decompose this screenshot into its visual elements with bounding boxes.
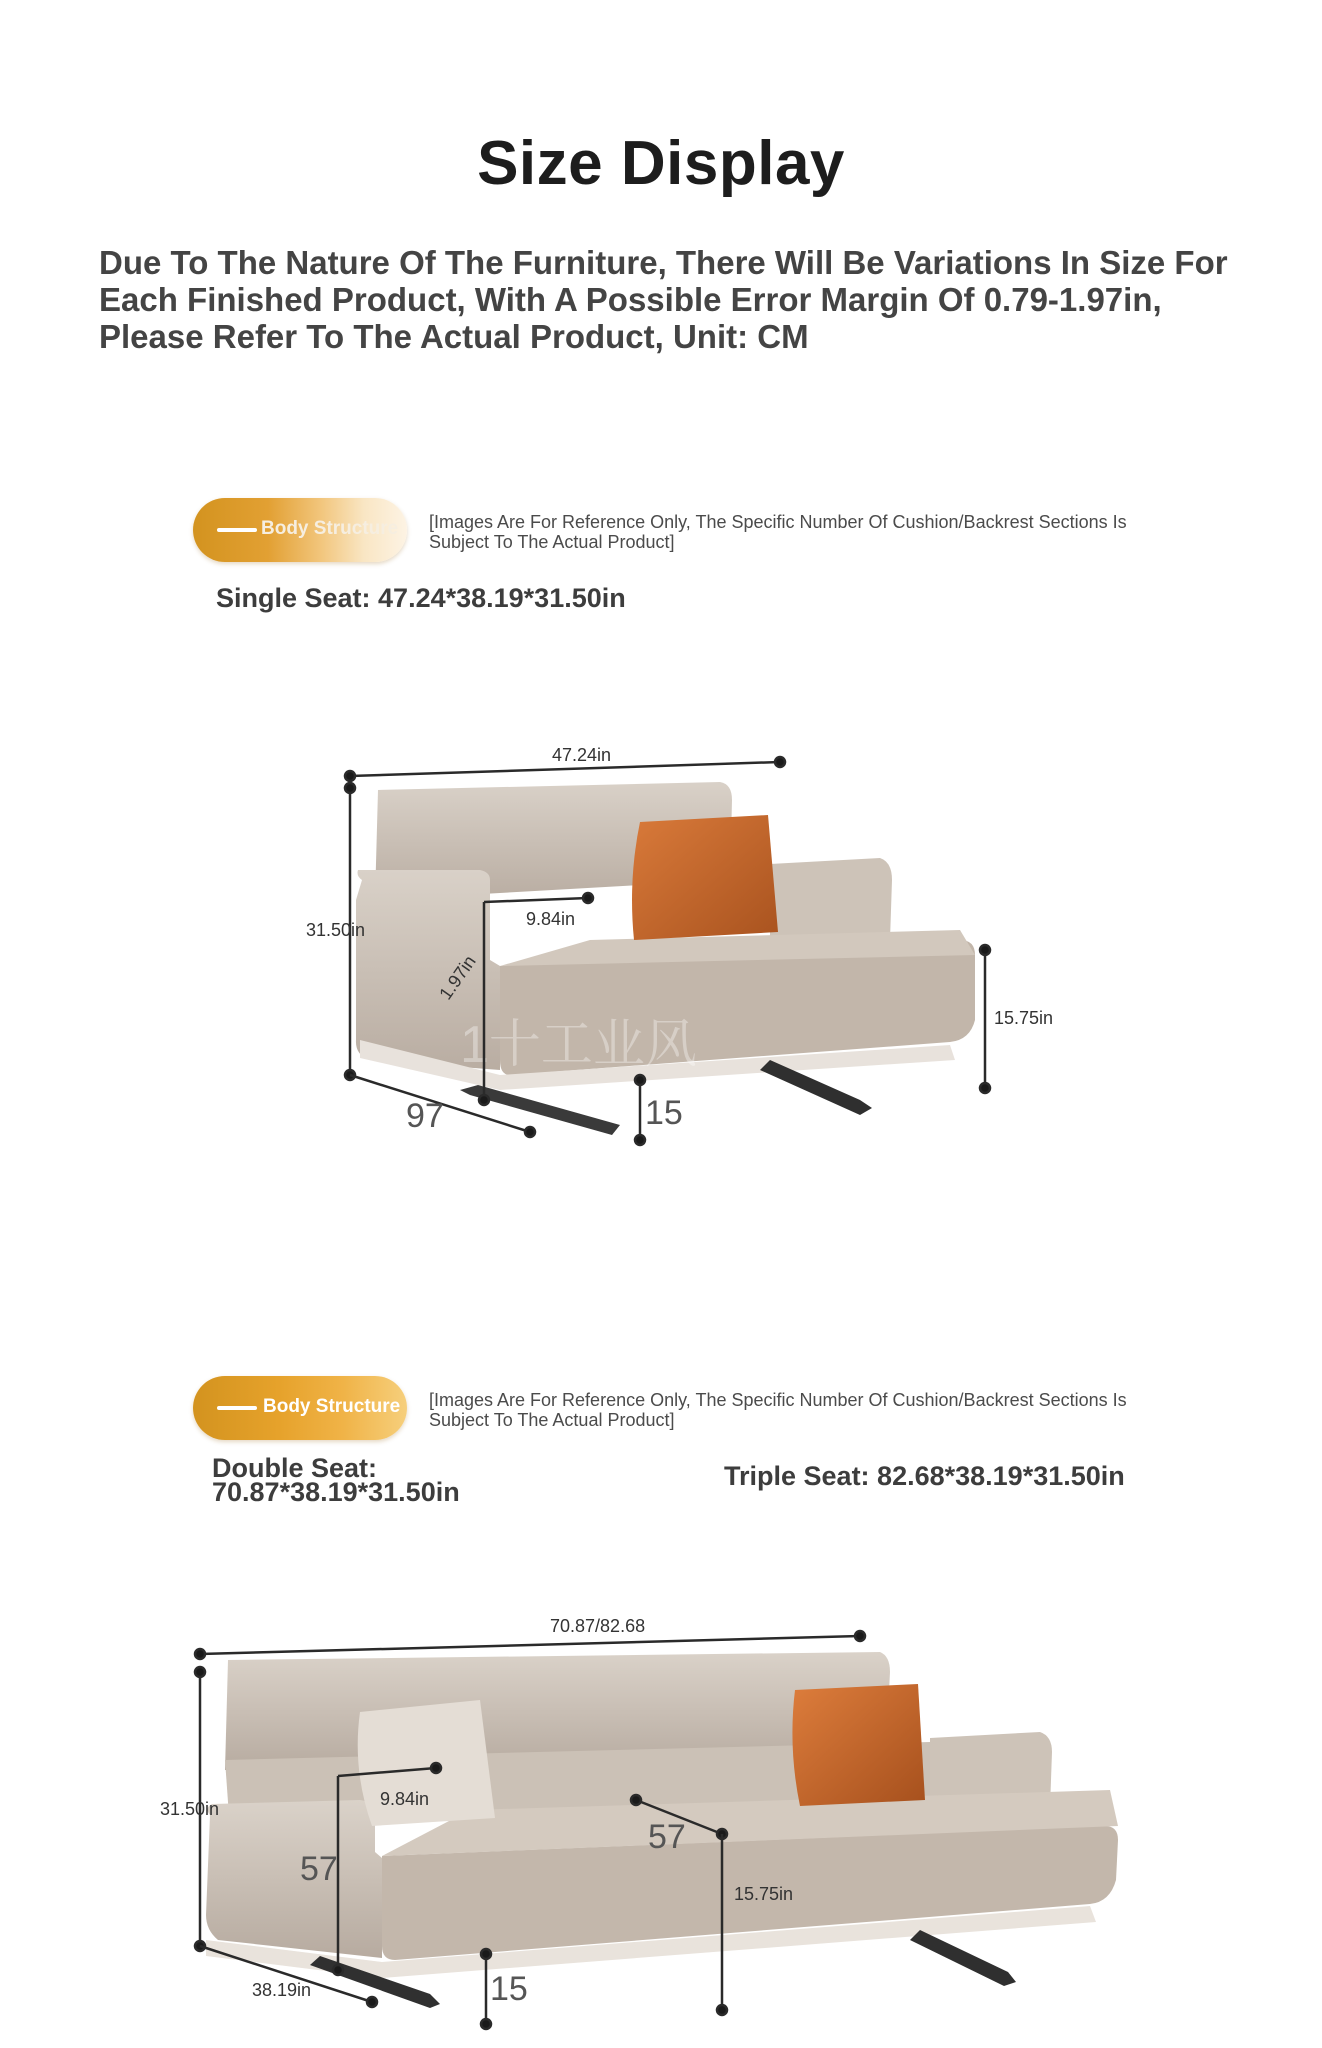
dash-icon [217,528,257,532]
dim-arm-height-2: 57 [300,1850,338,1888]
dim-width-2: 70.87/82.68 [550,1616,646,1636]
dim-height: 31.50in [306,920,366,940]
double-seat-title: Double Seat: [212,1453,378,1483]
intro-text: Due To The Nature Of The Furniture, There Will Be Variations In Size For Each Finished Product, With A Possible Error Margin Of 0.79-1.97in, Please Refer To The Actual Product, Unit: CM [99,244,1228,355]
dim-arm-width: 9.84in [526,909,576,929]
dim-depth-2: 38.19in [252,1980,312,2000]
reference-note-2: [Images Are For Reference Only, The Specific Number Of Cushion/Backrest Sections Is Subject To The Actual Product] [429,1390,1127,1430]
dim-height-2: 31.50in [160,1799,220,1819]
badge-label: Body Structure [261,518,399,539]
dim-arm-width-2: 9.84in [380,1789,430,1809]
double-seat-value: 70.87*38.19*31.50in [212,1477,460,1507]
dim-seat-height-2: 15.75in [734,1884,794,1904]
badge-label-2: Body Structure [263,1396,401,1417]
page-title: Size Display [477,129,845,198]
dim-width: 47.24in [552,745,612,765]
dim-seat-height: 15.75in [994,1008,1054,1028]
dim-leg-2: 15 [490,1970,528,2008]
single-seat-label: Single Seat: 47.24*38.19*31.50in [216,583,626,613]
watermark: 1十工业风 [460,1016,697,1074]
dash-icon [217,1406,257,1410]
reference-note: [Images Are For Reference Only, The Specific Number Of Cushion/Backrest Sections Is Subject To The Actual Product] [429,512,1127,552]
double-triple-seat-diagram [0,1580,1322,2048]
dim-depth: 97 [406,1097,444,1135]
triple-seat-label: Triple Seat: 82.68*38.19*31.50in [724,1461,1125,1491]
body-structure-badge-2 [193,1376,407,1440]
dim-arm-height: 1.97in [435,951,480,1004]
single-seat-diagram [0,700,1322,1160]
dim-seat-depth-2: 57 [648,1818,686,1856]
double-seat-label [212,1453,460,1507]
single-sofa-illustration [356,782,975,1135]
body-structure-badge [193,498,407,562]
dim-leg: 15 [645,1094,683,1132]
